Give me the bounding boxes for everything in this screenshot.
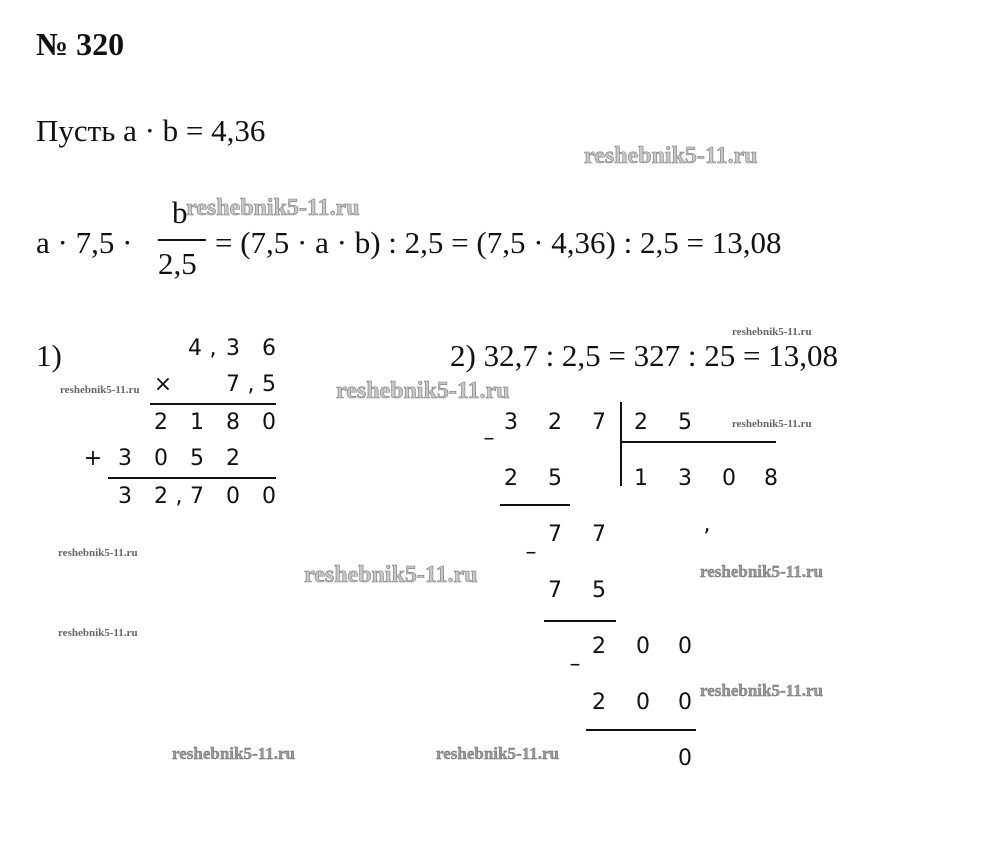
step1-label: 1)	[36, 338, 62, 373]
digit: 5	[592, 578, 606, 603]
digit: 0	[154, 446, 168, 471]
premise-text: Пусть a · b = 4,36	[36, 113, 266, 148]
watermark: reshebnik5-11.ru	[436, 744, 559, 763]
digit: 8	[764, 466, 778, 491]
digit: 7	[226, 372, 240, 397]
decimal-comma: ,	[209, 336, 217, 361]
digit: 7	[548, 522, 562, 547]
digit: 3	[118, 446, 132, 471]
digit: 0	[678, 690, 692, 715]
watermark: reshebnik5-11.ru	[58, 627, 138, 639]
digit: 6	[262, 336, 276, 361]
digit: 0	[678, 634, 692, 659]
division-bar-vertical	[620, 402, 622, 486]
quotient-comma: ,	[703, 512, 711, 537]
sum-line	[108, 477, 276, 479]
subtract-line	[544, 620, 616, 622]
watermark: reshebnik5-11.ru	[700, 681, 823, 700]
digit: 0	[636, 634, 650, 659]
watermark: reshebnik5-11.ru	[172, 744, 295, 763]
digit: 5	[548, 466, 562, 491]
fraction-bar	[158, 239, 206, 241]
watermark: reshebnik5-11.ru	[304, 562, 478, 588]
minus-sign: –	[525, 540, 537, 565]
digit: 2	[634, 410, 648, 435]
times-sign: ×	[153, 372, 173, 397]
digit: 7	[190, 484, 204, 509]
watermark: reshebnik5-11.ru	[732, 326, 812, 338]
digit: 7	[592, 522, 606, 547]
watermark: reshebnik5-11.ru	[60, 384, 140, 396]
subtract-line	[500, 504, 570, 506]
decimal-comma: ,	[175, 484, 183, 509]
minus-sign: –	[483, 426, 495, 451]
subtract-line	[586, 729, 696, 731]
step2-label: 2) 32,7 : 2,5 = 327 : 25 = 13,08	[450, 338, 839, 373]
plus-sign: +	[83, 446, 103, 471]
fraction-denominator: 2,5	[158, 246, 197, 281]
digit: 0	[636, 690, 650, 715]
digit: 3	[226, 336, 240, 361]
digit: 2	[154, 410, 168, 435]
digit: 7	[548, 578, 562, 603]
fraction-numerator: b	[172, 195, 188, 230]
product-line	[150, 403, 276, 405]
watermark: reshebnik5-11.ru	[336, 378, 510, 404]
digit: 0	[262, 484, 276, 509]
digit: 0	[262, 410, 276, 435]
watermark: reshebnik5-11.ru	[732, 418, 812, 430]
digit: 7	[592, 410, 606, 435]
problem-number: № 320	[36, 26, 125, 62]
digit: 5	[190, 446, 204, 471]
digit: 5	[678, 410, 692, 435]
minus-sign: –	[569, 652, 581, 677]
digit: 3	[504, 410, 518, 435]
equation-left: a · 7,5 ·	[36, 225, 133, 260]
digit: 2	[548, 410, 562, 435]
digit: 1	[190, 410, 204, 435]
watermark: reshebnik5-11.ru	[700, 562, 823, 581]
digit: 2	[592, 690, 606, 715]
digit: 3	[118, 484, 132, 509]
digit: 2	[154, 484, 168, 509]
remainder: 0	[678, 746, 692, 771]
digit: 1	[634, 466, 648, 491]
digit: 5	[262, 372, 276, 397]
digit: 2	[592, 634, 606, 659]
digit: 0	[722, 466, 736, 491]
digit: 2	[504, 466, 518, 491]
equation-right: = (7,5 · a · b) : 2,5 = (7,5 · 4,36) : 2,5 = 13,08	[215, 225, 782, 260]
division-bar-horizontal	[620, 441, 776, 443]
watermark: reshebnik5-11.ru	[186, 195, 360, 221]
digit: 3	[678, 466, 692, 491]
watermark: reshebnik5-11.ru	[58, 547, 138, 559]
watermark: reshebnik5-11.ru	[584, 143, 758, 169]
digit: 4	[188, 336, 202, 361]
decimal-comma: ,	[247, 372, 255, 397]
digit: 0	[226, 484, 240, 509]
digit: 2	[226, 446, 240, 471]
digit: 8	[226, 410, 240, 435]
